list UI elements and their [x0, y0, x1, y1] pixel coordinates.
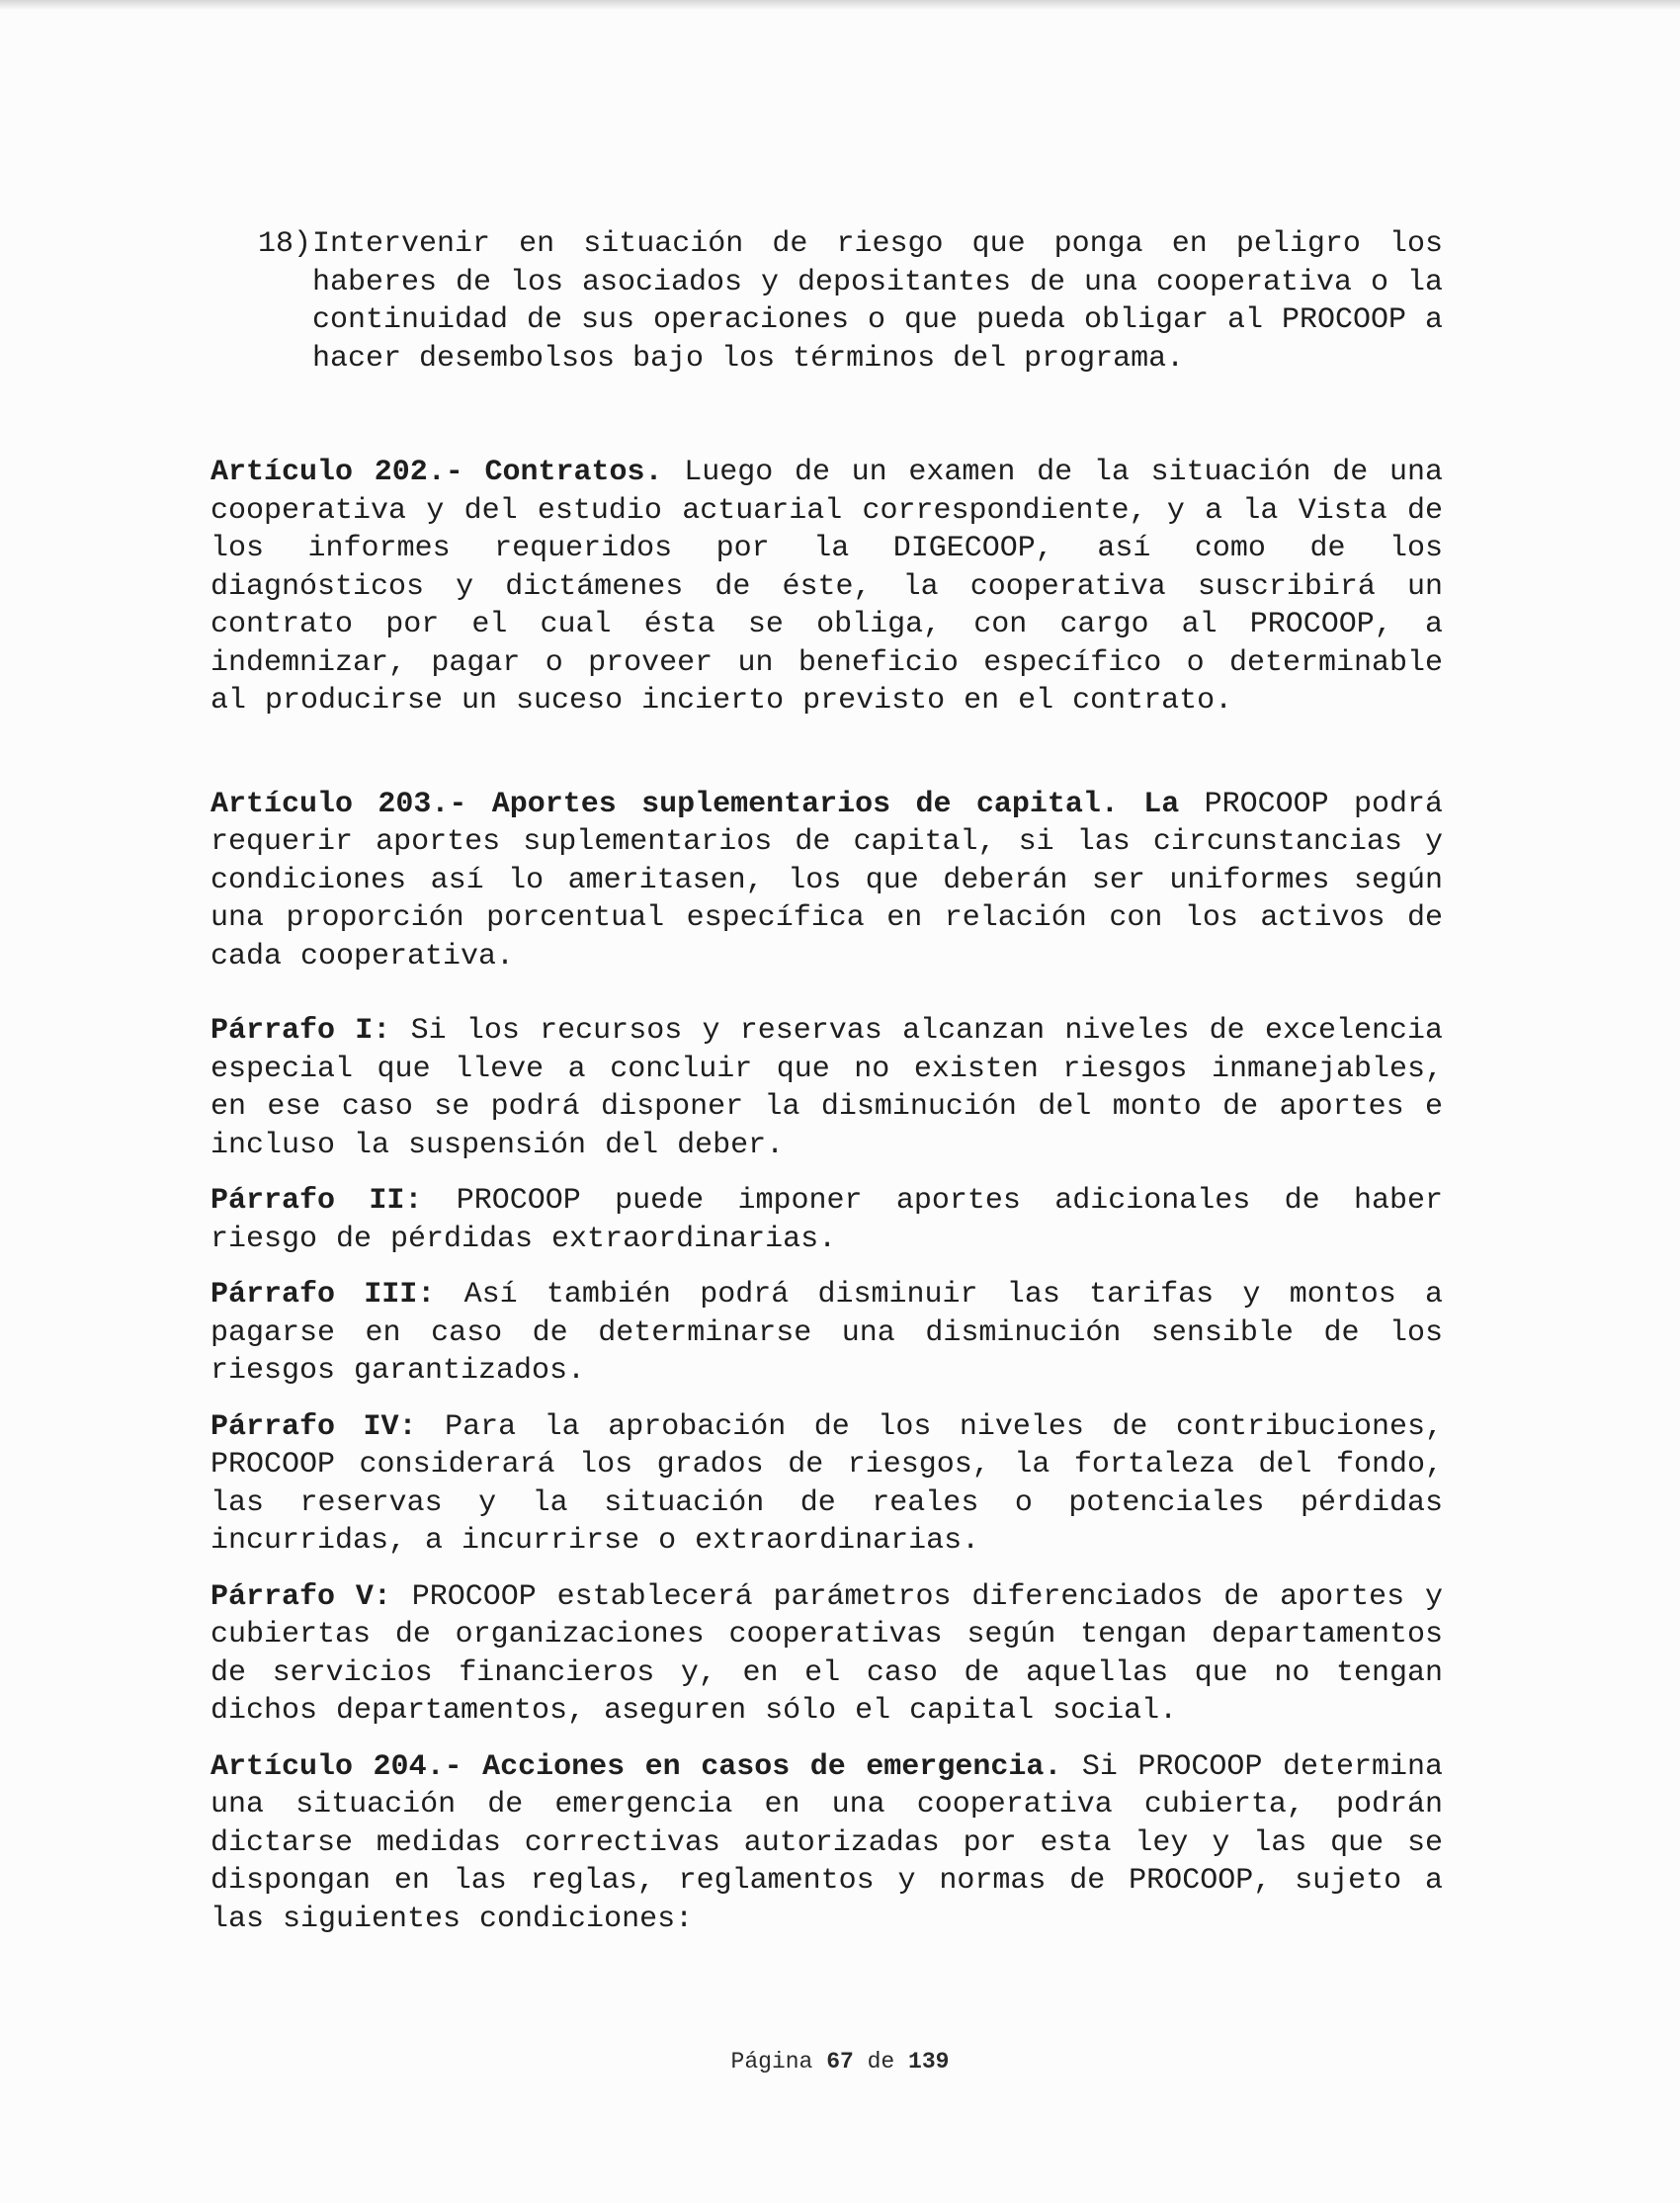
- scan-edge: [0, 0, 1680, 10]
- footer-current-page: 67: [826, 2049, 854, 2075]
- parrafo-4-heading: Párrafo IV:: [210, 1409, 417, 1444]
- parrafo-5-body: PROCOOP establecerá parámetros diferenciados de aportes y cubiertas de organizaciones cooperativas según tengan departamentos de servicios financieros y, en el caso de aquellas que no tengan dichos departamentos, aseguren sólo el capital social.: [210, 1579, 1444, 1728]
- parrafo-2-heading: Párrafo II:: [210, 1184, 423, 1218]
- footer-page-label: Página: [730, 2049, 813, 2075]
- page-footer: [0, 2049, 1680, 2075]
- articulo-204-body: Si PROCOOP determina una situación de emergencia en una cooperativa cubierta, podrán dictarse medidas correctivas autorizadas por esta ley y las que se dispongan en las reglas, reglamentos y normas de PROCOOP, sujeto a las siguientes condiciones:: [210, 1749, 1444, 1936]
- articulo-203-heading: Artículo 203.- Aportes suplementarios de capital. La: [210, 787, 1180, 821]
- parrafo-1: [210, 1012, 1443, 1164]
- page-content: [210, 225, 1443, 1938]
- articulo-204: [210, 1748, 1443, 1939]
- articulo-203-body: PROCOOP podrá requerir aportes suplementarios de capital, si las circunstancias y condiciones así lo ameritasen, los que deberán ser uniformes según una proporción porcentual específica en relación con los activos de cada cooperativa.: [210, 787, 1443, 974]
- parrafo-1-body: Si los recursos y reservas alcanzan niveles de excelencia especial que lleve a concluir que no existen riesgos inmanejables, en ese caso se podrá disponer la disminución del monto de aportes e incluso la suspensión del deber.: [210, 1014, 1443, 1162]
- parrafo-2-body: PROCOOP puede imponer aportes adicionales de haber riesgo de pérdidas extraordinarias.: [210, 1184, 1443, 1256]
- parrafo-5-heading: Párrafo V:: [210, 1579, 391, 1614]
- articulo-204-heading: Artículo 204.- Acciones en casos de emergencia.: [210, 1749, 1062, 1784]
- list-item-text: Intervenir en situación de riesgo que ponga en peligro los haberes de los asociados y depositantes de una cooperativa o la continuidad de sus operaciones o que pueda obligar al PROCOOP a hacer desembolsos bajo los términos del programa.: [312, 227, 1443, 376]
- articulo-202: [210, 454, 1443, 720]
- parrafo-4-body: Para la aprobación de los niveles de contribuciones, PROCOOP considerará los grados de riesgos, la fortaleza del fondo, las reservas y la situación de reales o potenciales pérdidas incurridas, a incurrirse o extraordinarias.: [210, 1409, 1443, 1558]
- list-item-number: 18): [258, 227, 312, 261]
- parrafo-2: [210, 1182, 1443, 1258]
- parrafo-5: [210, 1578, 1443, 1731]
- articulo-202-body: Luego de un examen de la situación de una cooperativa y del estudio actuarial correspondiente, y a la Vista de los informes requeridos por la DIGECOOP, así como de los diagnósticos y dictámenes de éste, la cooperativa suscribirá un contrato por el cual ésta se obliga, con cargo al PROCOOP, a indemnizar, pagar o proveer un beneficio específico o determinable al producirse un suceso incierto previsto en el contrato.: [210, 456, 1444, 718]
- list-item-18: [258, 225, 1443, 378]
- parrafo-3-body: Así también podrá disminuir las tarifas y montos a pagarse en caso de determinarse una disminución sensible de los riesgos garantizados.: [210, 1278, 1443, 1388]
- articulo-203: [210, 786, 1443, 976]
- parrafo-1-heading: Párrafo I:: [210, 1014, 391, 1048]
- articulo-202-heading: Artículo 202.- Contratos.: [210, 456, 663, 489]
- parrafo-3-heading: Párrafo III:: [210, 1278, 436, 1312]
- parrafo-4: [210, 1408, 1443, 1561]
- footer-separator: de: [867, 2049, 895, 2075]
- footer-total-pages: 139: [908, 2049, 950, 2075]
- parrafo-3: [210, 1276, 1443, 1391]
